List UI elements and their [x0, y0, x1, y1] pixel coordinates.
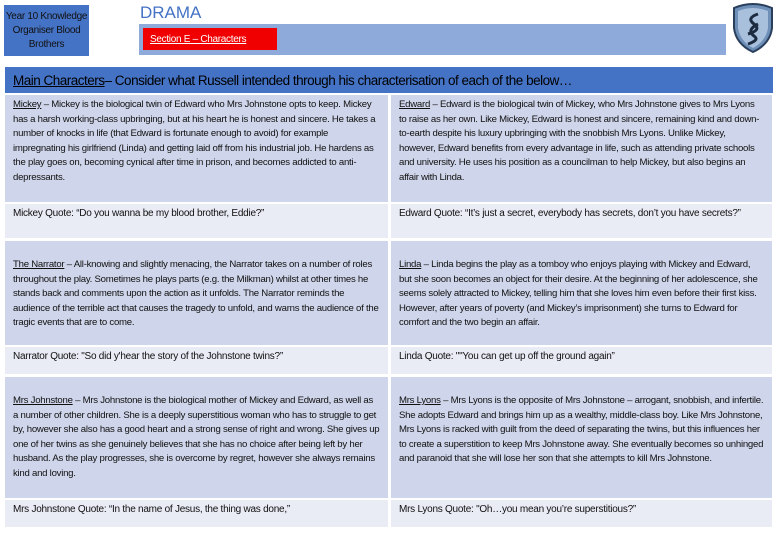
description-text: – Mrs Johnstone is the biological mother of Mickey and Edward, as well as a number of other children. She is a deeply superstitious woman who has to struggle to get by, however she also has a good heart and a strong sense of right and wrong. She gives up one of her twins as she genuinely believes that she has no choice after being left by her husband. As the play progresses, she is overcome by regret, however she always remains kind and loving. — [13, 395, 380, 479]
character-description-mickey — [5, 95, 388, 202]
description-text: – All-knowing and slightly menacing, the Narrator takes on a number of roles throughout the play. Sometimes he plays parts (e.g. the Milkman) whilst at other times he stands back and comments upon the action as it unfolds. The Narrator reminds the audience of the terrible act that causes the tragedy to unfold, and warns the audience of the tragic events that are to come. — [13, 259, 379, 329]
main-characters-banner — [5, 67, 773, 93]
title-text: Year 10 Knowledge Organiser Blood Brothers — [5, 10, 88, 50]
character-description-linda — [391, 241, 772, 345]
character-description-edward — [391, 95, 772, 202]
subject-title: DRAMA — [140, 3, 202, 22]
description-text: – Mickey is the biological twin of Edward who Mrs Johnstone opts to keep. Mickey has a harsh working-class upbringing, but at his heart he is honest and sincere. He takes a number of knocks in life (that Edward is fortunate enough to avoid) for example impregnating his girlfriend (Linda) and getting laid off from his industrial job. He hardens as the play goes on, becoming cynical after time in prison, and becomes addicted to anti-depressants. — [13, 99, 376, 183]
description-text: – Linda begins the play as a tomboy who enjoys playing with Mickey and Edward, but she soon becomes an object for their desire. At the beginning of her adolescence, she seems solely attracted to Mickey, telling him that she loves him even before their first kiss. However, after years of poverty (and Mickey’s imprisonment) she turns to Edward for comfort and the two begin an affair. — [399, 259, 758, 329]
banner-text: – Consider what Russell intended through his characterisation of each of the below… — [104, 72, 572, 88]
character-description-mrs-johnstone — [5, 377, 388, 498]
school-shield-icon — [730, 2, 776, 54]
description-text: – Edward is the biological twin of Mickey, who Mrs Johnstone gives to Mrs Lyons to raise as her own. Like Mickey, Edward is honest and sincere, remaining kind and down-to-earth despite his luxury upbringing with the snobbish Mrs Lyons. Unlike Mickey, however, Edward benefits from every advantage in life, such as attending private schools and university. He uses his position as a councilman to help Mickey, but also begins an affair with Linda. — [399, 99, 760, 183]
character-description-narrator — [5, 241, 388, 345]
character-quote-mickey: Mickey Quote: “Do you wanna be my blood brother, Eddie?” — [5, 204, 388, 238]
character-quote-linda: Linda Quote: ""You can get up off the ground again” — [391, 347, 772, 374]
character-name: Linda — [399, 259, 422, 270]
character-name: Mrs Johnstone — [13, 395, 73, 406]
character-name: Edward — [399, 99, 431, 110]
banner-heading: Main Characters — [13, 72, 105, 88]
character-quote-mrs-johnstone: Mrs Johnstone Quote: “In the name of Jesus, the thing was done,” — [5, 500, 388, 527]
character-name: The Narrator — [13, 259, 65, 270]
character-quote-narrator: Narrator Quote: "So did y'hear the story of the Johnstone twins?” — [5, 347, 388, 374]
character-name: Mickey — [13, 99, 42, 110]
character-quote-mrs-lyons: Mrs Lyons Quote: "Oh…you mean you’re superstitious?” — [391, 500, 772, 527]
character-name: Mrs Lyons — [399, 395, 441, 406]
character-quote-edward: Edward Quote: “It’s just a secret, everybody has secrets, don’t you have secrets?” — [391, 204, 772, 238]
title-box — [4, 5, 89, 56]
section-button[interactable]: Section E – Characters — [143, 28, 277, 50]
description-text: – Mrs Lyons is the opposite of Mrs Johnstone – arrogant, snobbish, and infertile. She adopts Edward and brings him up as a wealthy, middle-class boy. Like Mrs Johnstone, Mrs Lyons is racked with guilt from the deed of separating the twins, but this influences her to create a superstition to keep Mrs Johnstone away. She eventually becomes so unhinged and paranoid that she will lose her son that she attempts to kill Mrs Johnstone. — [399, 395, 764, 465]
character-description-mrs-lyons — [391, 377, 772, 498]
